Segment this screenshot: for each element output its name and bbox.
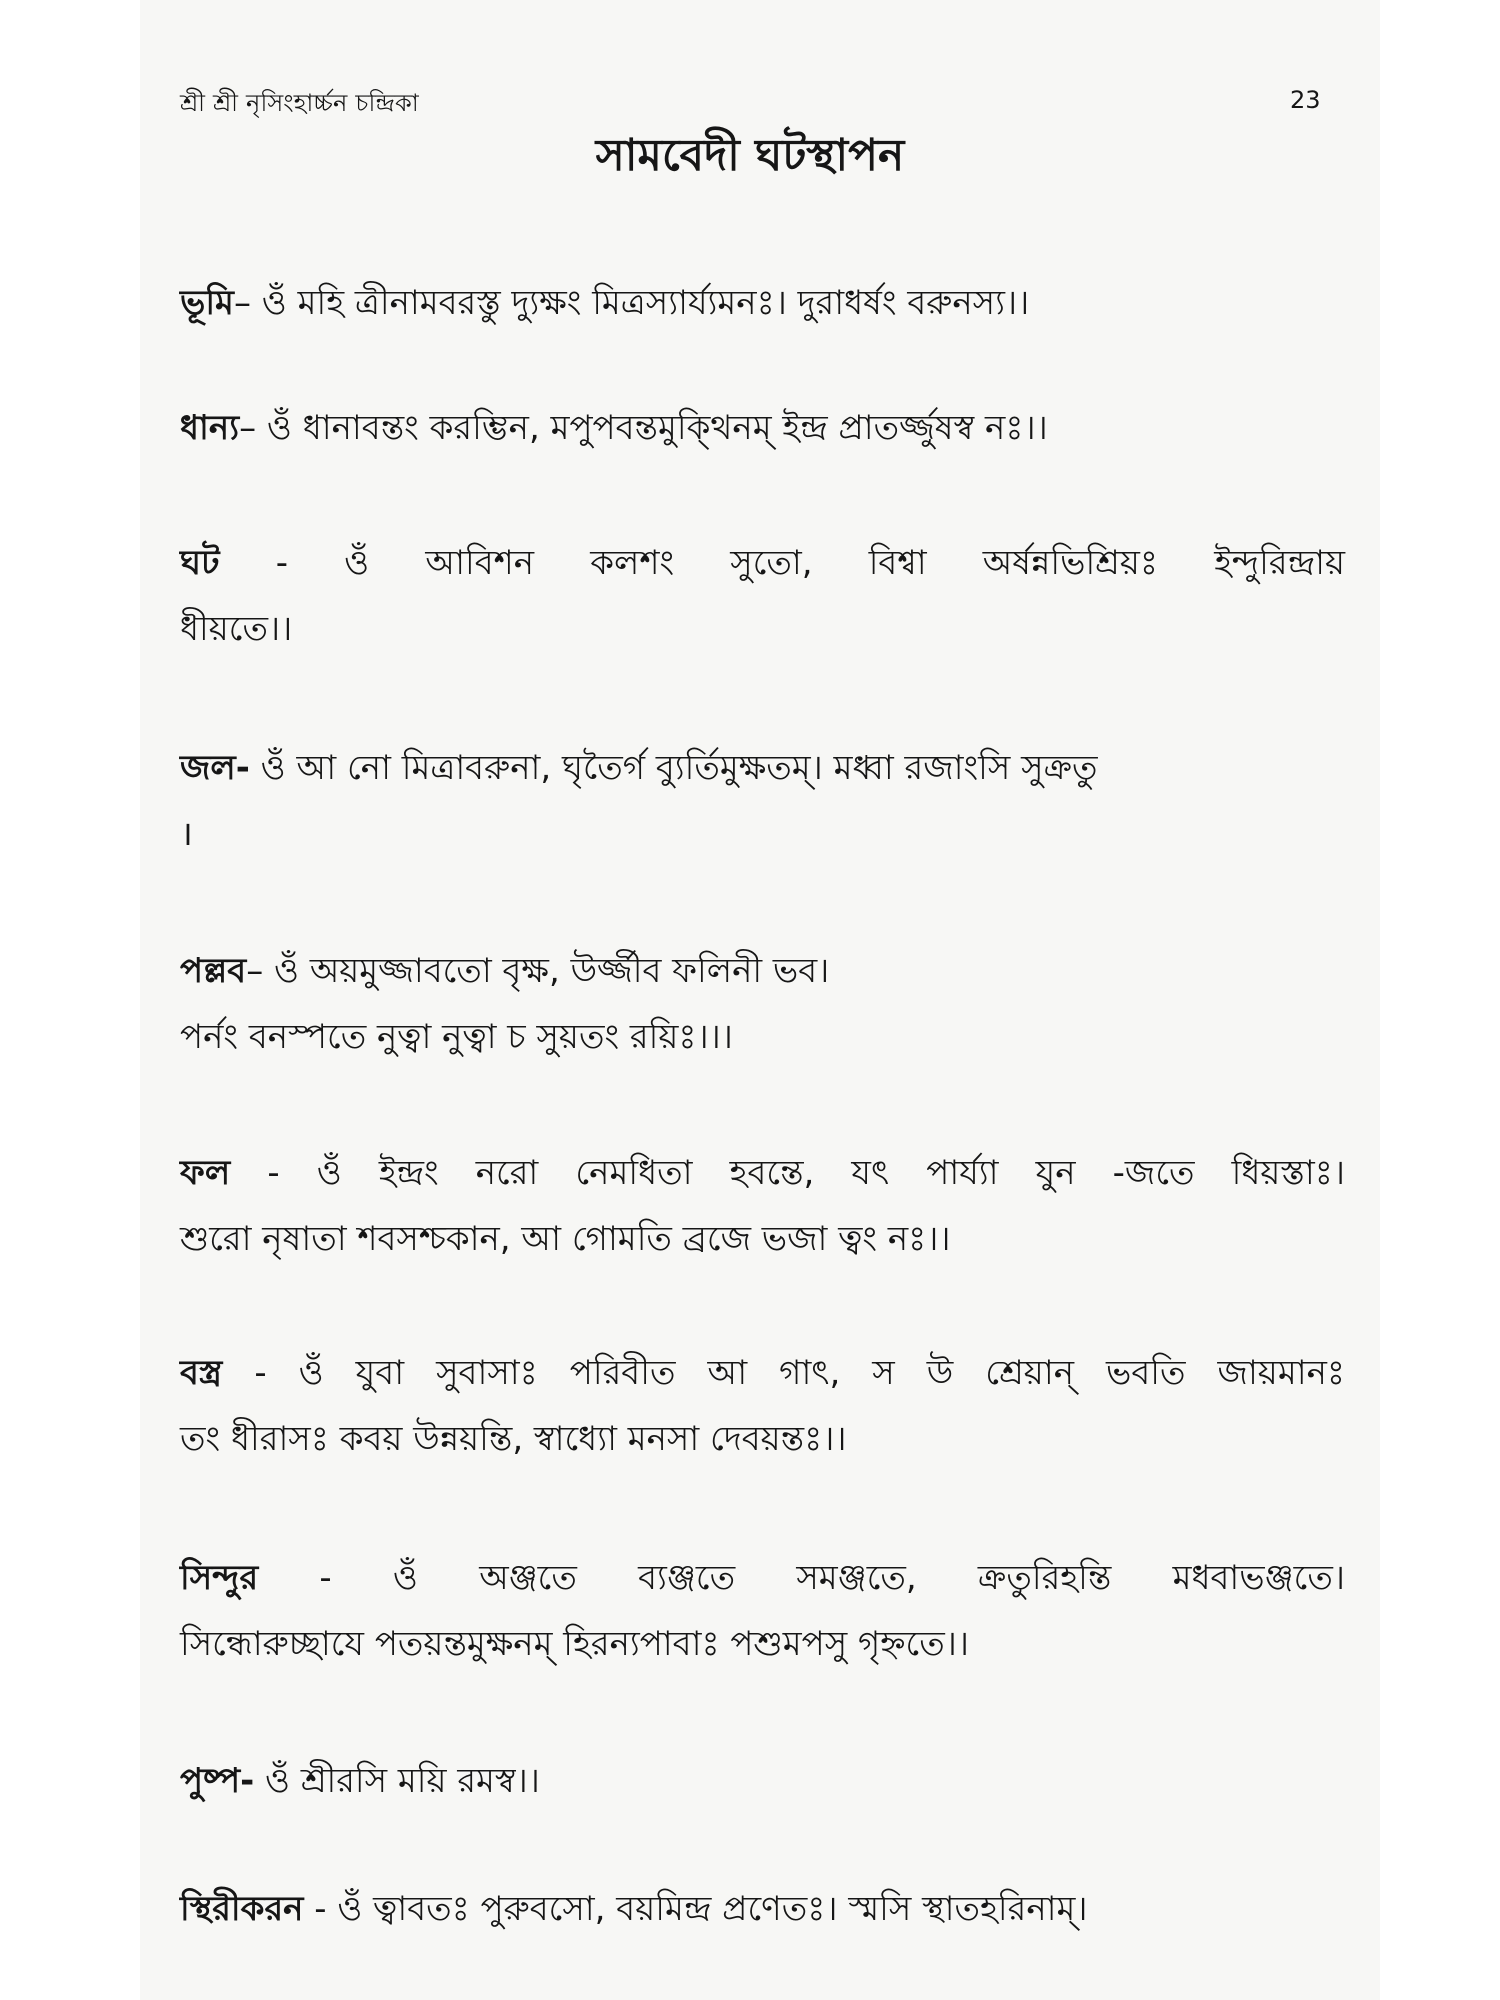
entry-sthirikaran bbox=[180, 1876, 1345, 1942]
entry-term: সিন্দুর bbox=[180, 1558, 259, 1598]
entry-phal bbox=[180, 1140, 1345, 1272]
entry-term: ফল bbox=[180, 1153, 231, 1193]
entry-term: স্থিরীকরন bbox=[180, 1889, 304, 1929]
entry-line: - ওঁ ইন্দ্রং নরো নেমধিতা হবন্তে, যৎ পার্য্যা যুন -জতে ধিয়স্তাঃ। bbox=[267, 1153, 1346, 1193]
entry-line: - ওঁ অঞ্জতে ব্যঞ্জতে সমঞ্জতে, ক্রতুরিহন্তি মধবাভঞ্জতে। bbox=[319, 1558, 1345, 1598]
page-number: 23 bbox=[1290, 86, 1321, 114]
running-title: শ্রী শ্রী নৃসিংহার্চ্চন চন্দ্রিকা bbox=[180, 89, 419, 117]
entry-line: পর্নং বনস্পতে নুত্বা নুত্বা চ সুয়তং রয়িঃ।।। bbox=[180, 1017, 733, 1057]
entry-term: ধান্য bbox=[180, 408, 240, 448]
entry-line: ধীয়তে।। bbox=[180, 609, 293, 649]
entry-line: - ওঁ আবিশন কলশং সুতো, বিশ্বা অর্ষন্নভিশ্রিয়ঃ ইন্দুরিন্দ্রায় bbox=[275, 543, 1345, 583]
entry-sindur bbox=[180, 1545, 1345, 1677]
entry-ghat bbox=[180, 530, 1345, 662]
entry-bastra bbox=[180, 1340, 1345, 1472]
entry-term: জল- bbox=[180, 748, 250, 788]
entry-line: - ওঁ যুবা সুবাসাঃ পরিবীত আ গাৎ, স উ শ্রেয়ান্ ভবতি জায়মানঃ bbox=[254, 1353, 1345, 1393]
entry-dhanya bbox=[180, 395, 1345, 461]
entry-bhumi bbox=[180, 270, 1345, 336]
entry-line: – ওঁ মহি ত্রীনামবরস্তু দ্যুক্ষং মিত্রস্যার্য্যমনঃ। দুরাধর্ষং বরুনস্য।। bbox=[233, 283, 1030, 323]
entry-term: ঘট bbox=[180, 543, 220, 583]
entry-term: পুষ্প- bbox=[180, 1761, 255, 1801]
section-heading: সামবেদী ঘটস্থাপন bbox=[595, 130, 905, 181]
entry-line: তং ধীরাসঃ কবয় উন্নয়ন্তি, স্বাধ্যো মনসা দেবয়ন্তঃ।। bbox=[180, 1419, 847, 1459]
entry-term: পল্লব bbox=[180, 951, 247, 991]
entry-pallab bbox=[180, 938, 1345, 1070]
entry-line: ওঁ শ্রীরসি ময়ি রমস্ব।। bbox=[254, 1761, 540, 1801]
entry-line: । bbox=[180, 814, 193, 854]
entry-line: সিন্ধোরুচ্ছাযে পতয়ন্তমুক্ষনম্ হিরন্যপাবাঃ পশুমপসু গৃহ্নতে।। bbox=[180, 1624, 970, 1664]
entry-term: বস্ত্র bbox=[180, 1353, 223, 1393]
entry-line: শুরো নৃষাতা শবসশ্চকান, আ গোমতি ব্রজে ভজা ত্বং নঃ।। bbox=[180, 1219, 951, 1259]
entry-jal bbox=[180, 735, 1345, 867]
entry-line: - ওঁ ত্বাবতঃ পুরুবসো, বয়মিন্দ্র প্রণেতঃ। স্মসি স্থাতহরিনাম্। bbox=[314, 1889, 1088, 1929]
entry-line: – ওঁ ধানাবন্তং করম্ভিন, মপুপবন্তমুক্থিনম্ ইন্দ্র প্রাতর্জ্জুষস্ব নঃ।। bbox=[239, 408, 1048, 448]
entry-line: ওঁ আ নো মিত্রাবরুনা, ঘৃতৈর্গ ব্যুর্তিমুক্ষতম্। মধ্বা রজাংসি সুক্রতু bbox=[249, 748, 1098, 788]
entry-pushpa bbox=[180, 1748, 1345, 1814]
entry-term: ভূমি bbox=[180, 283, 234, 323]
entry-line: – ওঁ অয়মুজ্জাবতো বৃক্ষ, উর্জ্জীব ফলিনী ভব। bbox=[246, 951, 830, 991]
